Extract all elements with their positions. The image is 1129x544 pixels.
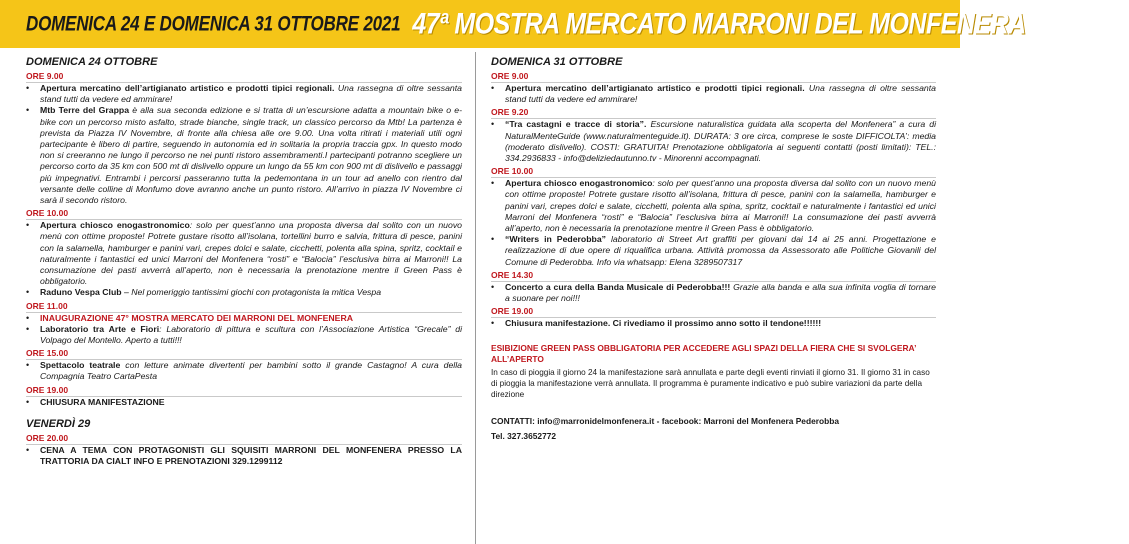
green-pass-notice: ESIBIZIONE GREEN PASS OBBLIGATORIA PER ACCEDERE AGLI SPAZI DELLA FIERA CHE SI SVOLGERA’ ALL’APERTO xyxy=(491,343,916,365)
event-list xyxy=(26,360,462,382)
event-title: Apertura chiosco enogastronomico xyxy=(40,220,190,231)
right-column xyxy=(491,50,936,442)
header-dates: DOMENICA 24 E DOMENICA 31 OTTOBRE 2021 xyxy=(26,11,401,36)
event-list xyxy=(491,83,936,105)
header-banner xyxy=(0,0,1129,48)
event-description: : solo per quest’anno una proposta diversa dal solito con un nuovo menù con ottime proposte! Potrete gustare risotto all’isolana, frittura di pesce, panini con la salamella, hamburger e panini vari, crepes dolci e salate, cicchetti, polenta alla spina, spritz, cocktail e naturalmente i fantastici ed unici Marroni del Monfenera “rosti” e “Balocia” l’esclusiva birra ai Marroni!! La consumazione dei pasti avverrà all’aperto, non è necessaria la prenotazione mentre il Green Pass è obbligatorio. xyxy=(505,178,936,234)
event-description: : solo per quest’anno una proposta diversa dal solito con un nuovo menù con ottime proposte! Potrete gustare risotto all’isolana, tortellini burro e salvia, frittura di pesce, panini con la salamella, hamburger e panini vari, crepes dolci e salate, cicchetti, polenta alla spina, spritz, cocktail e naturalmente i fantastici ed unici Marroni del Monfenera “rosti” e “Balocia” l’esclusiva birra ai Marroni!! La consumazione dei pasti avverrà all’aperto, non è necessaria la prenotazione mentre il Green Pass è obbligatorio. xyxy=(40,220,462,287)
contacts-line: CONTATTI: info@marronidelmonfenera.it - facebook: Marroni del Monfenera Pederobba xyxy=(491,416,840,427)
event-item xyxy=(491,234,936,268)
event-description: laboratorio di Street Art graffiti per giovani dai 14 ai 25 anni. Progettazione e realizzazione di due opere di riqualifica urbana. Attività promossa da Assessorato alle Politiche Giovanili del Comune di Pederobba. Info via whatsapp: Elena 3289507317 xyxy=(505,234,937,267)
event-title: Concerto a cura della Banda Musicale di Pederobba!!! xyxy=(505,281,731,292)
event-item xyxy=(26,360,462,382)
day-heading: VENERDÌ 29 xyxy=(26,417,91,430)
event-description: è alla sua seconda edizione e si tratta di un’escursione adatta a mountain bike o e-bike con un percorso misto asfalto, strade bianche, single track, un classico percorso da Mtb! La partenza è prevista da Piazza IV Novembre, di fronte alla chiesa alle ore 9.00. Una volta ritirati i materiali utili ogni partecipante è libero di partire, seguendo in autonomia ed in solitaria la propria traccia gpx. In questo modo non si creeranno ne lungo il percorso ne nei punti ristoro assembramenti.I partecipanti potranno scegliere un percorso corto da 35 km con 500 mt di dislivello oppure un lungo da 55 km con 900 mt di dislivello e passaggi più impegnativi. Entrambi i percorsi passeranno tutta la pedemontana in un tour ad anello con rientro dal versante delle colline di Monfumo dove avranno anche un punto ristoro. All’arrivo in piazza IV Novembre ci sarà il secondo ristoro. xyxy=(40,105,462,206)
event-list xyxy=(26,313,462,347)
day-heading: DOMENICA 31 OTTOBRE xyxy=(491,56,623,68)
phone-line: Tel. 327.3652772 xyxy=(491,431,557,442)
event-title: Apertura mercatino dell’artigianato artistico e prodotti tipici regionali. xyxy=(505,83,805,93)
time-label: ORE 11.00 xyxy=(26,301,462,313)
event-item xyxy=(26,105,462,206)
event-item xyxy=(491,178,936,234)
day-heading: DOMENICA 24 OTTOBRE xyxy=(26,56,158,68)
event-item xyxy=(491,318,936,329)
event-description: Una rassegna di oltre sessanta stand tutti da vedere ed ammirare! xyxy=(40,83,463,105)
event-title: “Tra castagni e tracce di storia”. xyxy=(505,119,647,130)
event-description: : Laboratorio di pittura e scultura con l’Associazione Artistica “Grecale” di Volpago del Montello. Aperto a tutti!!! xyxy=(40,323,462,346)
time-label: ORE 9.20 xyxy=(491,107,936,119)
header-edition: LIGHT EDITION xyxy=(1033,18,1129,38)
time-label: ORE 9.00 xyxy=(26,71,462,83)
header-title: 47ª MOSTRA MERCATO MARRONI DEL MONFENERA xyxy=(412,6,1026,41)
event-description: Una rassegna di oltre sessanta stand tutti da vedere ed ammirare! xyxy=(505,83,937,105)
event-list xyxy=(26,220,462,298)
event-title: Apertura mercatino dell’artigianato artistico e prodotti tipici regionali. xyxy=(40,83,335,93)
event-title: Spettacolo teatrale xyxy=(40,360,121,371)
event-title: Mtb Terre del Grappa xyxy=(40,105,130,116)
time-label: ORE 9.00 xyxy=(491,71,936,83)
event-list xyxy=(26,397,462,408)
event-title: CENA A TEMA CON PROTAGONISTI GLI SQUISITI MARRONI DEL MONFENERA PRESSO LA TRATTORIA DA CIALT INFO E PRENOTAZIONI 329.1299112 xyxy=(40,444,462,467)
event-item xyxy=(26,313,462,324)
left-column xyxy=(26,50,462,467)
time-label: ORE 20.00 xyxy=(26,433,462,445)
time-label: ORE 19.00 xyxy=(26,385,462,397)
event-description: Grazie alla banda e alla sua infinita voglia di tornare a suonare per noi!!! xyxy=(505,281,936,304)
event-item xyxy=(26,287,462,298)
event-item xyxy=(26,220,462,287)
event-item xyxy=(26,445,462,467)
time-label: ORE 10.00 xyxy=(26,208,462,220)
event-list xyxy=(26,445,462,467)
event-title: Raduno Vespa Club xyxy=(40,287,122,298)
time-label: ORE 15.00 xyxy=(26,348,462,360)
event-title: INAUGURAZIONE 47° MOSTRA MERCATO DEI MARRONI DEL MONFENERA xyxy=(40,312,354,323)
event-item xyxy=(491,282,936,304)
event-item xyxy=(491,119,936,164)
event-description: – Nel pomeriggio tantissimi giochi con protagonista la mitica Vespa xyxy=(121,287,382,298)
event-item xyxy=(491,83,936,105)
event-item xyxy=(26,324,462,346)
event-description: con letture animate divertenti per bambini sotto il grande Castagno! A cura della Compagnia Teatro CartaPesta xyxy=(40,360,462,382)
event-list xyxy=(26,83,462,206)
event-item xyxy=(26,397,462,408)
event-title: “Writers in Pederobba” xyxy=(505,234,607,245)
event-description: Escursione naturalistica guidata alla scoperta del Monfenera” a cura di NaturalMenteGuide (www.naturalmenteguide.it). DURATA: 3 ore circa, comprese le soste DIFFICOLTA’: media (moderato dislivello). COSTI: GRATUITA! Prenotazione obbligatoria ai seguenti contatti (posti limitati): TEL.: 334.2936833 - info@deliziedautunno.tv - Minorenni accompagnati. xyxy=(505,119,937,164)
rain-policy-note: In caso di pioggia il giorno 24 la manifestazione sarà annullata e parte degli eventi rinviati il giorno 31. Il giorno 31 in caso di pioggia la manifestazione verrà annullata. Il programma è puramente indicativo e può subire variazioni da parte della direzione xyxy=(491,368,930,400)
time-label: ORE 19.00 xyxy=(491,306,936,318)
event-list xyxy=(491,178,936,268)
column-divider xyxy=(475,52,476,544)
event-title: Laboratorio tra Arte e Fiori xyxy=(40,323,160,334)
event-title: CHIUSURA MANIFESTAZIONE xyxy=(40,396,165,407)
event-list xyxy=(491,282,936,304)
event-title: Chiusura manifestazione. Ci rivediamo il prossimo anno sotto il tendone!!!!!! xyxy=(505,318,822,329)
event-item xyxy=(26,83,462,105)
time-label: ORE 14.30 xyxy=(491,270,936,282)
time-label: ORE 10.00 xyxy=(491,166,936,178)
event-list xyxy=(491,119,936,164)
event-title: Apertura chiosco enogastronomico xyxy=(505,178,653,189)
event-list xyxy=(491,318,936,329)
